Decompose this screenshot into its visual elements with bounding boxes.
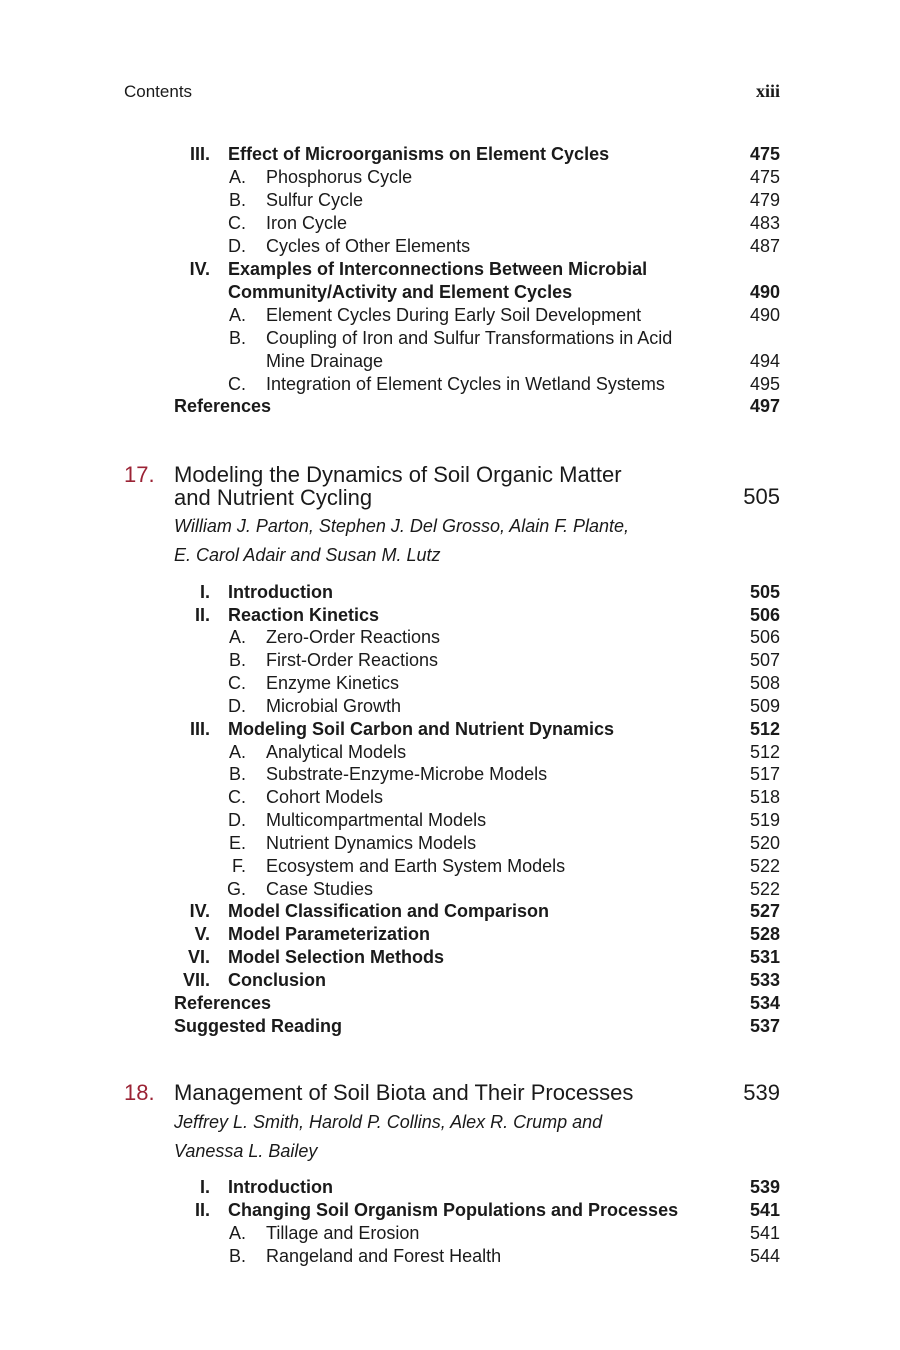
toc-entry[interactable] bbox=[0, 581, 900, 604]
toc-entry[interactable] bbox=[0, 649, 900, 672]
chapter-title[interactable]: Management of Soil Biota and Their Processes bbox=[174, 1080, 634, 1105]
entry-number: A. bbox=[228, 167, 246, 187]
entry-page: 539 bbox=[749, 1177, 780, 1197]
entry-number: A. bbox=[228, 305, 246, 325]
entry-page: 494 bbox=[749, 351, 780, 371]
entry-number: B. bbox=[228, 1246, 246, 1266]
entry-title: Iron Cycle bbox=[266, 213, 348, 233]
toc-entry[interactable] bbox=[0, 212, 900, 235]
entry-page: 541 bbox=[749, 1223, 780, 1243]
entry-title: Changing Soil Organism Populations and Processes bbox=[228, 1200, 679, 1220]
toc-entry[interactable] bbox=[0, 143, 900, 166]
entry-title: Tillage and Erosion bbox=[266, 1223, 420, 1243]
toc-entry[interactable] bbox=[0, 969, 900, 992]
entry-number: B. bbox=[228, 328, 246, 348]
entry-number: G. bbox=[226, 879, 246, 899]
toc-entry[interactable] bbox=[0, 900, 900, 923]
chapter-title-continuation[interactable]: and Nutrient Cycling bbox=[174, 485, 373, 510]
entry-page: 533 bbox=[749, 970, 780, 990]
entry-page: 531 bbox=[749, 947, 780, 967]
entry-title: Mine Drainage bbox=[266, 351, 384, 371]
entry-title: Reaction Kinetics bbox=[228, 605, 380, 625]
chapter-page: 505 bbox=[743, 484, 780, 509]
toc-entry[interactable] bbox=[0, 946, 900, 969]
chapter-authors: Jeffrey L. Smith, Harold P. Collins, Alex R. Crump and bbox=[174, 1112, 603, 1132]
entry-page: 490 bbox=[749, 282, 780, 302]
toc-entry[interactable] bbox=[0, 878, 900, 901]
entry-number: II. bbox=[194, 1200, 210, 1220]
entry-number: I. bbox=[199, 1177, 210, 1197]
toc-entry-references[interactable] bbox=[0, 992, 900, 1015]
toc-entry-continuation[interactable] bbox=[0, 350, 900, 373]
entry-title: Nutrient Dynamics Models bbox=[266, 833, 477, 853]
entry-title: Enzyme Kinetics bbox=[266, 673, 400, 693]
entry-number: B. bbox=[228, 764, 246, 784]
entry-title: Phosphorus Cycle bbox=[266, 167, 413, 187]
entry-page: 490 bbox=[749, 305, 780, 325]
entry-number: D. bbox=[228, 696, 246, 716]
toc-entry[interactable] bbox=[0, 626, 900, 649]
chapter-authors: William J. Parton, Stephen J. Del Grosso, Alain F. Plante, bbox=[174, 516, 630, 536]
entry-title: Ecosystem and Earth System Models bbox=[266, 856, 566, 876]
toc-entry-references[interactable] bbox=[0, 395, 900, 418]
toc-entry[interactable] bbox=[0, 809, 900, 832]
toc-entry[interactable] bbox=[0, 718, 900, 741]
entry-page: 520 bbox=[749, 833, 780, 853]
entry-page: 508 bbox=[749, 673, 780, 693]
entry-title: Modeling Soil Carbon and Nutrient Dynamics bbox=[228, 719, 615, 739]
entry-number: III. bbox=[189, 144, 210, 164]
running-head: Contents bbox=[124, 82, 193, 101]
entry-number: E. bbox=[228, 833, 246, 853]
entry-title: Effect of Microorganisms on Element Cycles bbox=[228, 144, 610, 164]
entry-page: 483 bbox=[749, 213, 780, 233]
chapter-title[interactable]: Modeling the Dynamics of Soil Organic Matter bbox=[174, 462, 622, 487]
toc-entry[interactable] bbox=[0, 786, 900, 809]
chapter-page: 539 bbox=[743, 1080, 780, 1105]
entry-number: C. bbox=[228, 213, 246, 233]
entry-number: IV. bbox=[189, 901, 210, 921]
entry-title: Case Studies bbox=[266, 879, 374, 899]
entry-title: Rangeland and Forest Health bbox=[266, 1246, 502, 1266]
entry-title: Microbial Growth bbox=[266, 696, 402, 716]
toc-entry-continuation[interactable] bbox=[0, 281, 900, 304]
entry-title: Introduction bbox=[228, 582, 333, 602]
entry-page: 522 bbox=[749, 856, 780, 876]
entry-number: C. bbox=[228, 787, 246, 807]
entry-number: A. bbox=[228, 627, 246, 647]
entry-title: Model Classification and Comparison bbox=[228, 901, 550, 921]
entry-page: 509 bbox=[749, 696, 780, 716]
chapter-number: 18. bbox=[124, 1080, 155, 1105]
entry-title: Cohort Models bbox=[266, 787, 384, 807]
entry-page: 544 bbox=[749, 1246, 780, 1266]
entry-number: IV. bbox=[189, 259, 210, 279]
entry-page: 497 bbox=[749, 396, 780, 416]
page-number: xiii bbox=[755, 81, 780, 101]
entry-page: 487 bbox=[749, 236, 780, 256]
entry-title: Sulfur Cycle bbox=[266, 190, 364, 210]
entry-title: Element Cycles During Early Soil Development bbox=[266, 305, 642, 325]
entry-number: VII. bbox=[182, 970, 210, 990]
entry-title: References bbox=[174, 396, 272, 416]
entry-page: 537 bbox=[749, 1016, 780, 1036]
toc-entry[interactable] bbox=[0, 695, 900, 718]
toc-entry[interactable] bbox=[0, 189, 900, 212]
chapter-authors-continuation: Vanessa L. Bailey bbox=[174, 1141, 318, 1161]
entry-page: 506 bbox=[749, 605, 780, 625]
entry-page: 522 bbox=[749, 879, 780, 899]
entry-title: Community/Activity and Element Cycles bbox=[228, 282, 573, 302]
entry-title: Model Selection Methods bbox=[228, 947, 445, 967]
entry-title: Suggested Reading bbox=[174, 1016, 343, 1036]
entry-number: B. bbox=[228, 650, 246, 670]
entry-number: F. bbox=[231, 856, 246, 876]
toc-entry[interactable] bbox=[0, 1176, 900, 1199]
entry-title: Multicompartmental Models bbox=[266, 810, 487, 830]
entry-page: 527 bbox=[749, 901, 780, 921]
toc-entry[interactable] bbox=[0, 741, 900, 764]
toc-entry[interactable] bbox=[0, 1222, 900, 1245]
entry-page: 541 bbox=[749, 1200, 780, 1220]
chapter-authors-continuation: E. Carol Adair and Susan M. Lutz bbox=[174, 545, 441, 565]
entry-title: Examples of Interconnections Between Microbial bbox=[228, 259, 648, 279]
toc-entry[interactable] bbox=[0, 672, 900, 695]
entry-page: 512 bbox=[749, 719, 780, 739]
toc-entry[interactable] bbox=[0, 763, 900, 786]
chapter-number: 17. bbox=[124, 462, 155, 487]
entry-number: C. bbox=[228, 673, 246, 693]
entry-page: 512 bbox=[749, 742, 780, 762]
entry-number: A. bbox=[228, 742, 246, 762]
entry-title: Zero-Order Reactions bbox=[266, 627, 441, 647]
entry-page: 475 bbox=[749, 167, 780, 187]
entry-number: VI. bbox=[187, 947, 210, 967]
entry-page: 507 bbox=[749, 650, 780, 670]
entry-page: 475 bbox=[749, 144, 780, 164]
entry-number: A. bbox=[228, 1223, 246, 1243]
entry-number: III. bbox=[189, 719, 210, 739]
entry-page: 505 bbox=[749, 582, 780, 602]
entry-page: 534 bbox=[749, 993, 780, 1013]
toc-entry[interactable] bbox=[0, 923, 900, 946]
entry-title: References bbox=[174, 993, 272, 1013]
toc-entry[interactable] bbox=[0, 166, 900, 189]
entry-title: Substrate-Enzyme-Microbe Models bbox=[266, 764, 548, 784]
entry-title: First-Order Reactions bbox=[266, 650, 439, 670]
entry-page: 479 bbox=[749, 190, 780, 210]
entry-page: 517 bbox=[749, 764, 780, 784]
toc-entry[interactable] bbox=[0, 832, 900, 855]
entry-page: 495 bbox=[749, 374, 780, 394]
entry-number: D. bbox=[228, 236, 246, 256]
entry-title: Cycles of Other Elements bbox=[266, 236, 471, 256]
toc-entry[interactable] bbox=[0, 235, 900, 258]
entry-title: Analytical Models bbox=[266, 742, 407, 762]
toc-entry[interactable] bbox=[0, 304, 900, 327]
toc-entry[interactable] bbox=[0, 604, 900, 627]
entry-number: B. bbox=[228, 190, 246, 210]
entry-page: 519 bbox=[749, 810, 780, 830]
entry-number: D. bbox=[228, 810, 246, 830]
toc-entry[interactable] bbox=[0, 1199, 900, 1222]
entry-number: I. bbox=[199, 582, 210, 602]
entry-number: II. bbox=[194, 605, 210, 625]
entry-number: C. bbox=[228, 374, 246, 394]
toc-entry[interactable] bbox=[0, 373, 900, 396]
entry-page: 506 bbox=[749, 627, 780, 647]
entry-page: 518 bbox=[749, 787, 780, 807]
toc-entry[interactable] bbox=[0, 855, 900, 878]
entry-title: Coupling of Iron and Sulfur Transformations in Acid bbox=[266, 328, 673, 348]
toc-entry[interactable] bbox=[0, 327, 900, 350]
entry-number: V. bbox=[194, 924, 210, 944]
toc-entry[interactable] bbox=[0, 258, 900, 281]
toc-entry[interactable] bbox=[0, 1245, 900, 1268]
entry-title: Conclusion bbox=[228, 970, 326, 990]
entry-title: Introduction bbox=[228, 1177, 333, 1197]
entry-title: Integration of Element Cycles in Wetland Systems bbox=[266, 374, 665, 394]
entry-page: 528 bbox=[749, 924, 780, 944]
entry-title: Model Parameterization bbox=[228, 924, 431, 944]
toc-entry-suggested-reading[interactable] bbox=[0, 1015, 900, 1038]
